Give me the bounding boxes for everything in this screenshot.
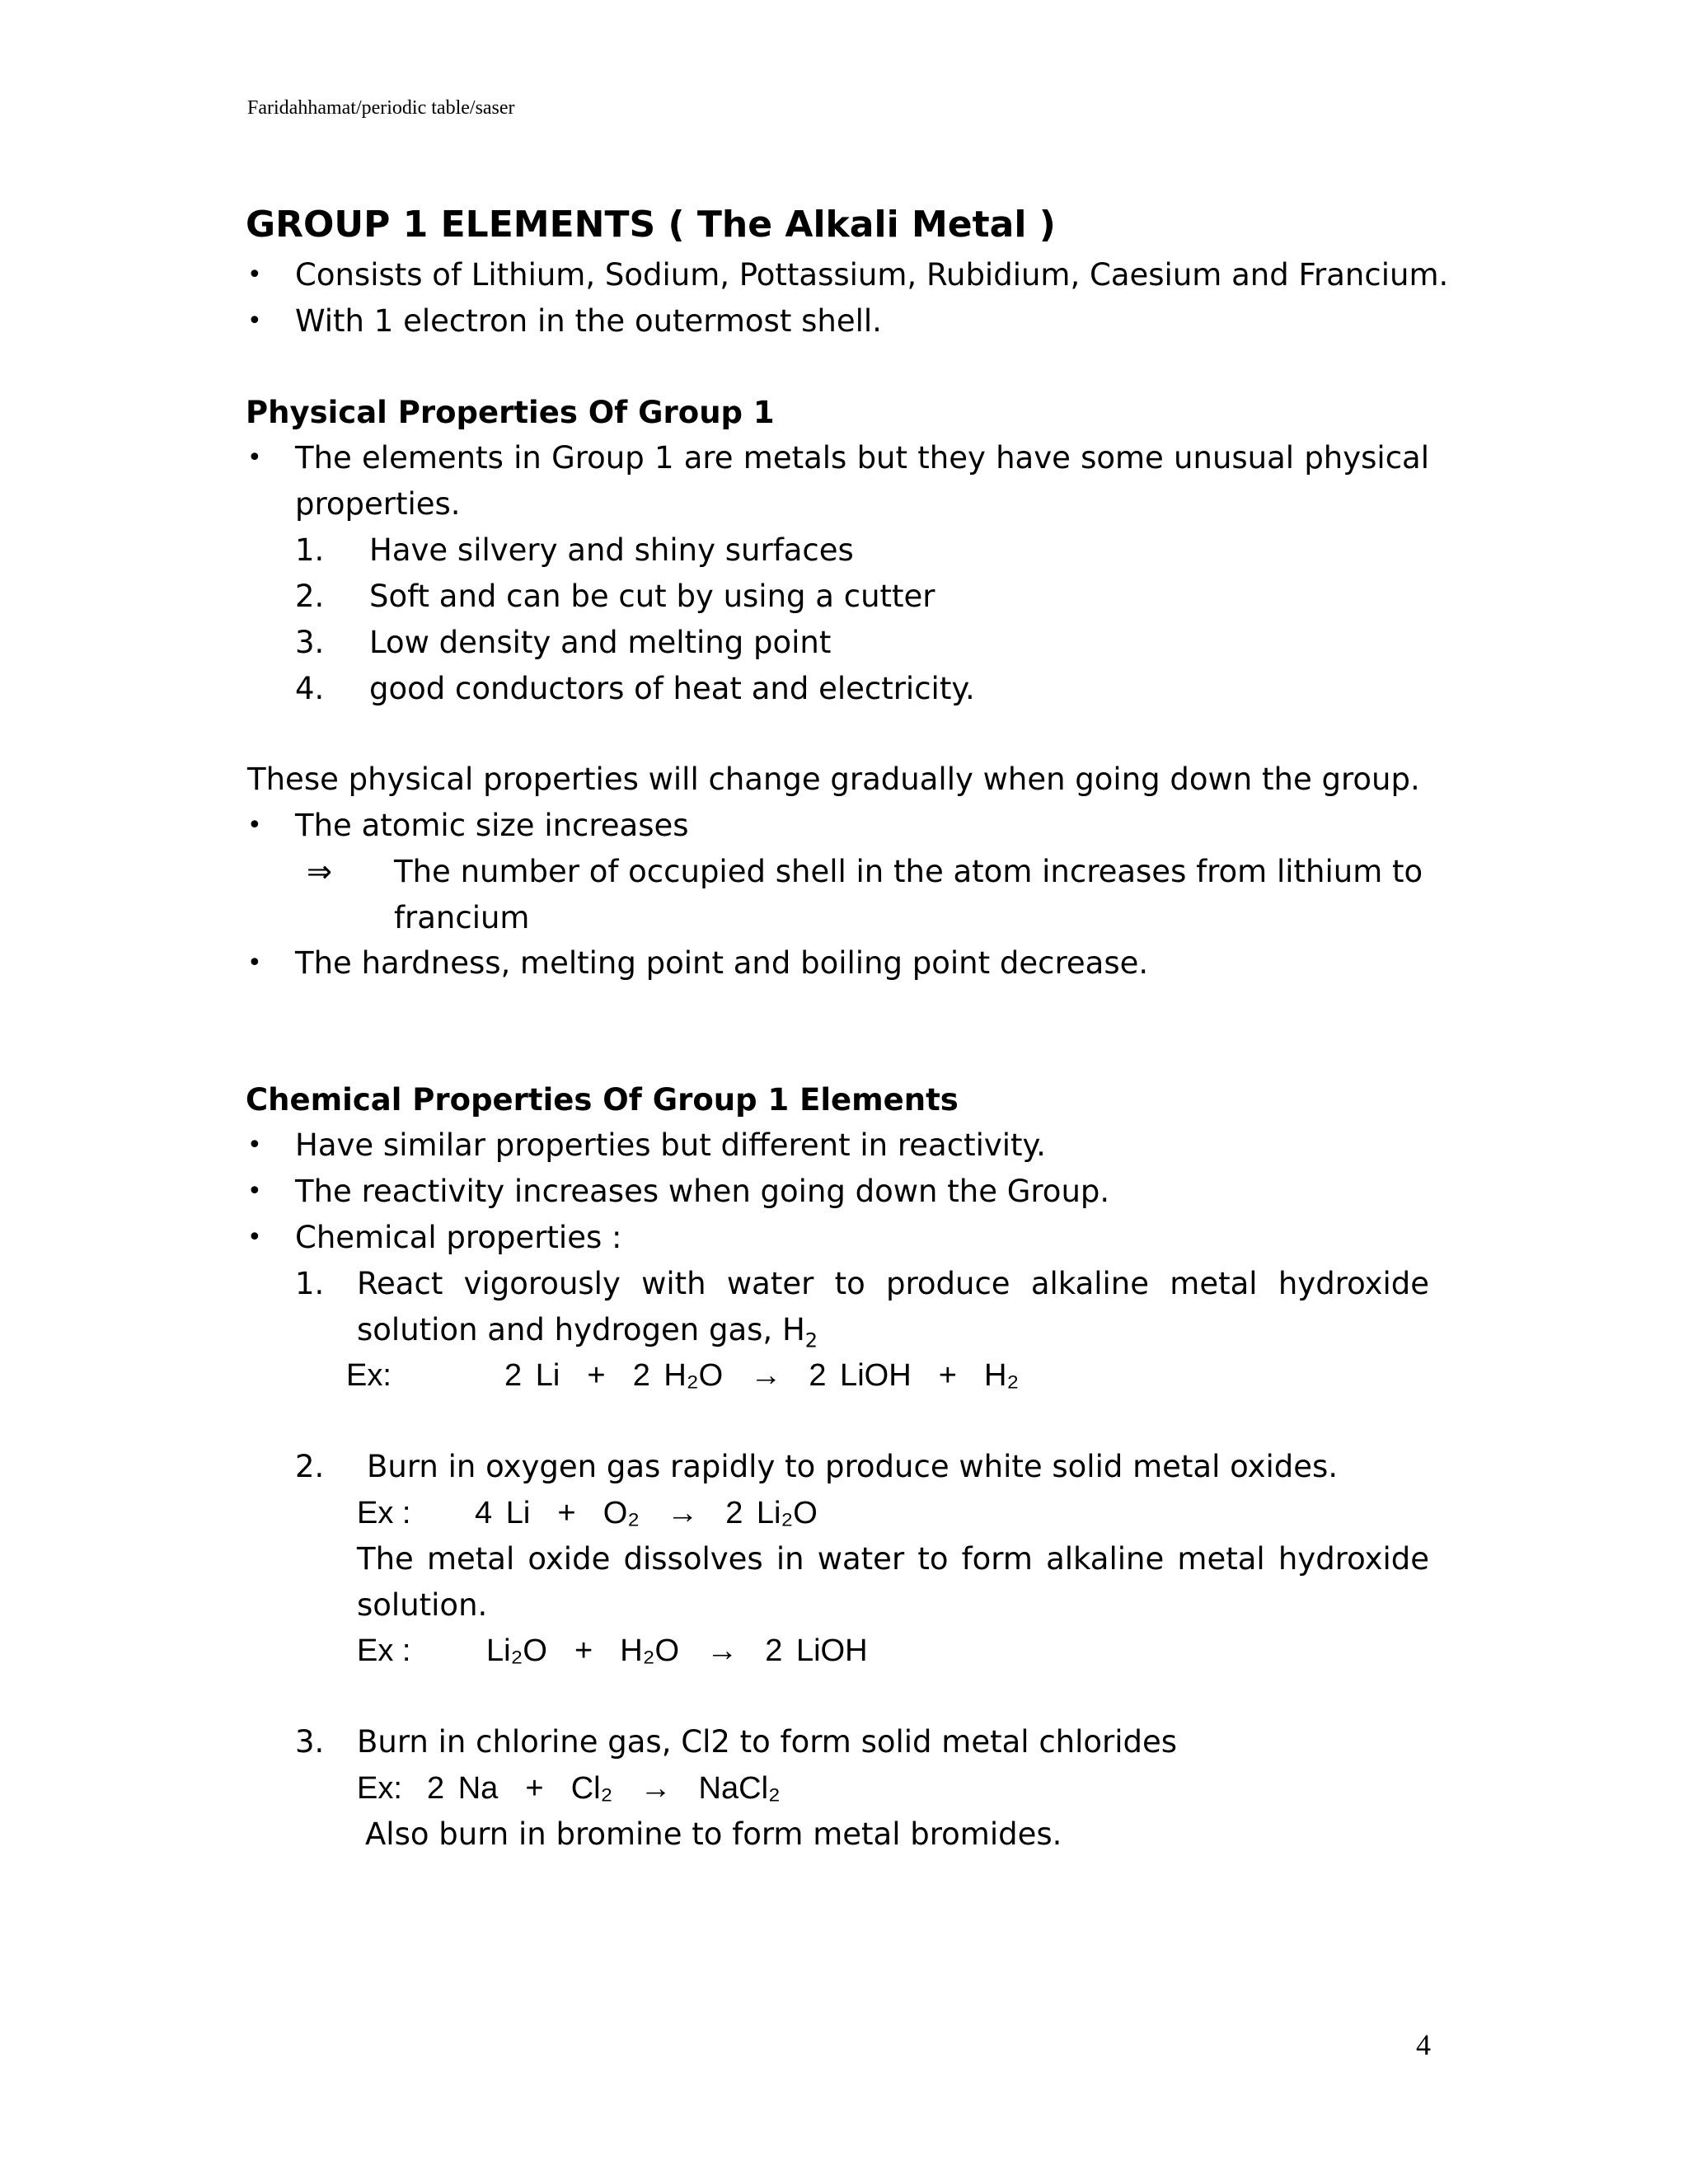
example-label: Ex :: [357, 1496, 411, 1530]
chemical-heading: Chemical Properties Of Group 1 Elements: [246, 1082, 959, 1118]
arrow-line-1: The number of occupied shell in the atom increases from lithium to: [394, 854, 1423, 889]
atomic-size-bullet: The atomic size increases: [295, 808, 689, 843]
equation-oxygen-reaction: 4 Li + O₂ → 2 Li₂O: [475, 1496, 818, 1530]
implies-arrow-icon: ⇒: [307, 854, 333, 889]
bullet-icon: •: [247, 1223, 262, 1252]
page-header: Faridahhamat/periodic table/saser: [247, 97, 515, 119]
physical-item-number: 3.: [295, 625, 325, 660]
physical-heading: Physical Properties Of Group 1: [246, 395, 775, 430]
chemical-item-number: 1.: [295, 1266, 325, 1301]
page-title: GROUP 1 ELEMENTS ( The Alkali Metal ): [246, 204, 1056, 246]
chemical-item-1-line-1: React vigorously with water to produce alkaline metal hydroxide: [357, 1266, 1429, 1301]
physical-item-3: Low density and melting point: [369, 625, 832, 660]
intro-bullet-2: With 1 electron in the outermost shell.: [295, 303, 882, 339]
chemical-item-1-line-2-text: solution and hydrogen gas, H: [357, 1312, 805, 1347]
bullet-icon: •: [247, 443, 262, 472]
chemical-item-3-line-1: Burn in chlorine gas, Cl2 to form solid metal chlorides: [357, 1724, 1178, 1760]
example-label: Ex:: [346, 1358, 392, 1393]
subscript: 2: [804, 1329, 818, 1352]
physical-item-number: 1.: [295, 532, 325, 568]
physical-item-2: Soft and can be cut by using a cutter: [369, 579, 935, 614]
physical-bullet-line-1: The elements in Group 1 are metals but they have some unusual physical: [295, 440, 1429, 476]
hardness-bullet: The hardness, melting point and boiling point decrease.: [295, 945, 1149, 981]
physical-item-1: Have silvery and shiny surfaces: [369, 532, 854, 568]
bullet-icon: •: [247, 949, 262, 977]
equation-oxide-water-reaction: Li₂O + H₂O → 2 LiOH: [486, 1633, 868, 1668]
chemical-bullet-3: Chemical properties :: [295, 1220, 622, 1255]
chemical-item-3-note: Also burn in bromine to form metal bromides.: [365, 1816, 1062, 1852]
bullet-icon: •: [247, 307, 262, 335]
bullet-icon: •: [247, 1131, 262, 1160]
chemical-bullet-1: Have similar properties but different in reactivity.: [295, 1127, 1046, 1163]
bullet-icon: •: [247, 1177, 262, 1206]
equation-water-reaction: 2 Li + 2 H₂O → 2 LiOH + H₂: [504, 1358, 1020, 1393]
physical-item-number: 4.: [295, 671, 325, 706]
example-label: Ex :: [357, 1633, 411, 1668]
equation-chlorine-reaction: 2 Na + Cl₂ → NaCl₂: [427, 1771, 781, 1806]
chemical-item-2-note-line-1: The metal oxide dissolves in water to form alkaline metal hydroxide: [357, 1541, 1429, 1577]
arrow-line-2: francium: [394, 900, 530, 935]
change-paragraph: These physical properties will change gradually when going down the group.: [247, 762, 1420, 797]
page-number: 4: [1416, 2028, 1431, 2061]
chemical-item-number: 3.: [295, 1724, 325, 1760]
physical-item-number: 2.: [295, 579, 325, 614]
chemical-item-2-note-line-2: solution.: [357, 1587, 488, 1623]
chemical-bullet-2: The reactivity increases when going down the Group.: [295, 1174, 1110, 1209]
bullet-icon: •: [247, 811, 262, 840]
physical-item-4: good conductors of heat and electricity.: [369, 671, 975, 706]
bullet-icon: •: [247, 260, 262, 289]
example-label: Ex:: [357, 1771, 402, 1806]
physical-bullet-line-2: properties.: [295, 486, 461, 522]
intro-bullet-1: Consists of Lithium, Sodium, Pottassium, Rubidium, Caesium and Francium.: [295, 257, 1449, 293]
chemical-item-2-line-1: Burn in oxygen gas rapidly to produce white solid metal oxides.: [367, 1449, 1339, 1484]
chemical-item-number: 2.: [295, 1449, 325, 1484]
